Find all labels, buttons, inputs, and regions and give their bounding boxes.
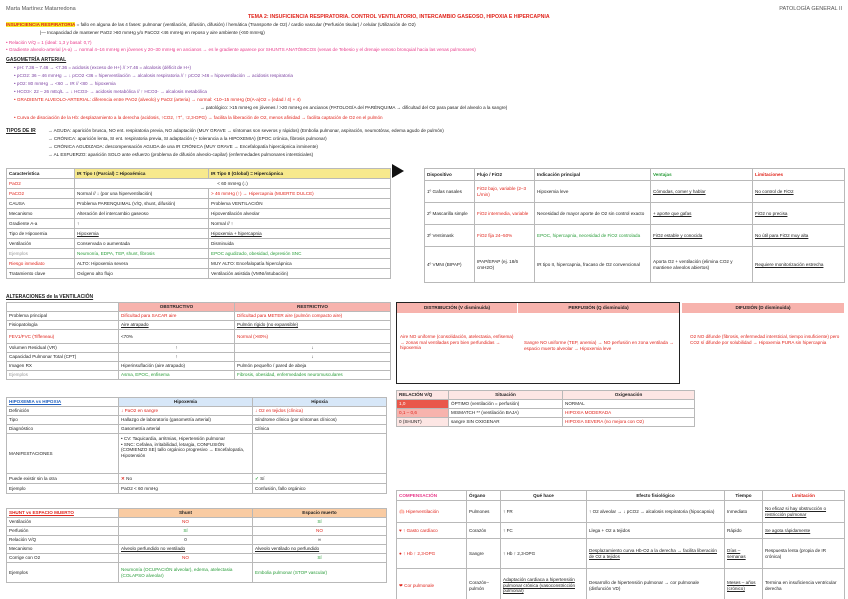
table-row: Ejemplos Neumonía, EDPA, TEP, shunt, fibrosis EPOC agudizado, obesidad, depresión SNC — [7, 249, 391, 259]
oxygen-device-table — [424, 168, 845, 283]
table-header: Shunt — [119, 509, 253, 518]
table-header: Ventajas — [651, 169, 753, 181]
table-header: Oxigenación — [563, 391, 695, 400]
table-header: Espacio muerto — [253, 509, 387, 518]
table-row: Tratamiento clave Oxígeno alto flujo Ventilación asistida (VMNI/intubación) — [7, 269, 391, 279]
gas-row: • Curva de disociación de la Hb: desplazamiento a la derecha (acidosis, ↑CO2, ↑T°, ↑2,3-DPG) → facilita la liberación de O2, menos afinidad → facilita captación de O2 en el pulmón — [14, 115, 383, 120]
table-row: Corrige con O2 NO SÍ — [7, 554, 387, 563]
table-row: Perfusión SÍ NO — [7, 527, 387, 536]
table-row: Riesgo inmediato ALTO: Hipoxemia severa MUY ALTO: Encefalopatía hipercápnica — [7, 259, 391, 269]
table-row: ● ↑ Hb ↑ 2,3-DPG Sangre ↑ Hb ↑ 2,3-DPG Desplazamiento curva Hb-O2 a la derecha → facilita liberación de O2 a tejidos Días – semanas Respuesta lenta (propia de IR crónica) — [397, 539, 845, 569]
table-row: 4º VMNI (BIPAP) IPAP/EPAP (ej. 18/6 cmH2O) IR tipo II, hipercapnia, fracaso de O2 convencional Aporta O2 + ventilación (elimina CO2 y mantiene alveolos abiertos) Requiere monitorización estrecha — [425, 247, 845, 283]
table-row: Definición ↓ PaO2 en sangre ↓ O2 en tejidos (clínica) — [7, 407, 387, 416]
table-row: MANIFESTACIONES • CV: Taquicardia, arritmias, Hipertensión pulmonar • SNC: Cefalea, irritabilidad, letargia, CONFUSIÓN (COMIENZO SE) tallo orgánico progresivo → Encefalopatía, Hipotensión — [7, 434, 387, 474]
definition-line2: |— Incapacidad de mantener PaO2 >60 mmHg y/o PaCO2 <46 mmHg en reposo y aire ambiente (<60 mmHg) — [40, 30, 265, 35]
bullet-vq: • Relación V/Q = 1 (ideal: 1,3 y basal: 0,7) — [6, 40, 92, 45]
table-row: Tipo de Hipoxemia Hipoxemia Hipoxemia + hipercapnia — [7, 229, 391, 239]
table-row: 0,1 – 0,6 MISMATCH ** (ventilación BAJA) HIPOXIA MODERADA — [397, 409, 695, 418]
table-row: Diagnóstico Gasometría arterial Clínica — [7, 425, 387, 434]
tipo-cronica: → CRÓNICA: aparición lenta, SI ent. respiratoria previa, SI adaptación (+ tolerancia a la HIPOXEMIA) (EPOC crónica, fibrosis pulmonar) — [48, 136, 327, 141]
table-header: SHUNT vs ESPACIO MUERTO — [7, 509, 119, 518]
author-name: Marta Martínez Matarredona — [6, 6, 76, 12]
table-row: Tipo Hallazgo de laboratorio (gasometría arterial) Síndrome clínico (por síntomas clínicos) — [7, 416, 387, 425]
table-row: 3º Ventimask FiO2 fija 24–50% EPOC, hipercapnia, necesidad de FiO2 controlada FiO2 estable y conocida No útil para FiO2 muy alta — [425, 225, 845, 247]
table-row: Ventilación Conservada o aumentada Disminuida — [7, 239, 391, 249]
table-row: Ejemplos Asma, EPOC, enfisema Fibrosis, obesidad, enfermedades neuromusculares — [7, 371, 391, 380]
tipo-esfuerzo: → AL ESFUERZO: aparición SOLO ante esfuerzo (problema de difusión alveolo-capilar) (enfermedades pulmonares intersticiales) — [48, 152, 314, 157]
vq-table — [396, 390, 695, 427]
table-row: Imagen RX Hiperinsuflación (aire atrapado) Pulmón pequeño / pared de abeja — [7, 362, 391, 371]
difusion-header: DIFUSIÓN (D disminuida) — [682, 303, 844, 313]
table-header: RELACIÓN V/Q — [397, 391, 449, 400]
table-header: Hipoxia — [253, 398, 387, 407]
compensation-table — [396, 490, 845, 599]
arrow-right-icon — [392, 164, 404, 178]
table-row: 1,0 ÓPTIMO (ventilación = perfusión) NORMAL — [397, 400, 695, 409]
table-row: Ejemplos Neumonía (OCUPACIÓN alveolar), edema, atelectasia (COLAPSO alveolar) Embolia pulmonar (STOP vascular) — [7, 563, 387, 583]
table-row: 2º Mascarilla simple FiO2 intermedia, variable Necesidad de mayor aporte de O2 sin control exacto + aporte que gafas FiO2 no precisa — [425, 203, 845, 225]
distribucion-header: DISTRIBUCIÓN (V disminuida) — [397, 303, 517, 313]
topic-title: TEMA 2: INSUFICIENCIA RESPIRATORIA. CONTROL VENTILATORIO, INTERCAMBIO GASEOSO, HIPOXIA E HIPERCAPNIA — [248, 14, 550, 20]
table-row: Ventilación NO SÍ — [7, 518, 387, 527]
table-header: IR Tipo II (Global) = Hipercápnica — [209, 169, 391, 179]
table-row: 0 (SHUNT) sangre SIN OXIGENAR HIPOXIA SEVERA (no mejora con O2) — [397, 418, 695, 427]
table-header: Órgano — [467, 491, 501, 501]
table-row: 1º Gafas nasales FiO2 bajo, variable (2–3 L/min) Hipoxemia leve Cómodas, comer y hablar No control de FiO2 — [425, 181, 845, 203]
table-header: OBSTRUCTIVO — [119, 303, 235, 312]
table-row: Puede existir sin la otra ✕ No ✓ Sí — [7, 474, 387, 484]
table-header: COMPENSACIÓN — [397, 491, 467, 501]
distribucion-text: Aire NO uniforme (consolidación, atelectasia, enfisema) → zonas mal ventiladas pero bien perfundidas → hipoxemia — [400, 334, 514, 351]
gas-row: • HCO3-: 22 – 26 mEq/L → ↓ HCO3- → acidosis metabólica // ↑ HCO3- → alcalosis metabólica — [14, 89, 207, 94]
tipo-aguda: → AGUDA: aparición brusca, NO ent. respiratoria previa, NO adaptación (MUY GRAVE → síntomas son severos y rápidos) (Embolia pulmonar, aspiración, neumotórax, edema agudo de pulmón) — [48, 128, 444, 133]
table-header: Indicación principal — [535, 169, 651, 181]
table-row: 🫁 Hiperventilación Pulmones ↑ FR ↑ O2 alveolar → ↓ pCO2 → alcalosis respiratoria (hipocapnia) Inmediato No eficaz si hay obstrucción o restricción pulmonar — [397, 501, 845, 523]
gas-row: → patológico: >15 mmHg en jóvenes / >20 mmHg en ancianos (PATOLOGÍA del PARÉNQUIMA → dificultad del O2 para pasar del alveolo a la sangre) — [200, 105, 508, 110]
table-row: Mecanismo Alveolo perfundido no ventilado Alveolo ventilado no perfundido — [7, 545, 387, 554]
gasometria-title: GASOMETRÍA ARTERIAL — [6, 57, 67, 63]
gas-row: • pH: 7.36 – 7.46 → <7.36 = acidosis (exceso de H+) // >7.46 = alcalosis (déficit de H+) — [14, 65, 192, 70]
table-row: Ejemplo PaO2 < 60 mmHg Confusión, fallo orgánico — [7, 484, 387, 494]
table-header: Efecto fisiológico — [587, 491, 725, 501]
perfusion-text: Sangre NO uniforme (TEP, anemia) → NO perfusión en zona ventilada → espacio muerto alveolar → Hipoxemia leve — [524, 340, 674, 351]
shunt-deadspace-table — [6, 508, 387, 583]
difusion-text: O2 NO difunde (fibrosis, enfermedad intersticial, tiempo insuficiente) pero CO2 sí difunde por solubilidad → Hipoxemia PURA sin hipercapnia — [690, 334, 840, 345]
ir-type-table — [6, 168, 391, 279]
gas-row: • GRADIENTE ALVEOLO-ARTERIAL: diferencia entre PAO2 (alveolo) y PaO2 (arteria) → normal: <10–15 mmHg (D(A-a)O2 = (edad / 4) + 4) — [14, 97, 301, 102]
manif-cv: • CV: Taquicardia, arritmias, Hipertensión pulmonar — [121, 436, 225, 441]
table-header: Tiempo — [725, 491, 763, 501]
table-header: Dispositivo — [425, 169, 475, 181]
blood-drop-icon: ● — [399, 550, 402, 556]
perfusion-header: PERFUSIÓN (Q disminuida) — [518, 303, 679, 313]
hypoxemia-hypoxia-table — [6, 397, 387, 494]
table-header: Limitación — [763, 491, 845, 501]
table-row: ❤ Cor pulmonale Corazón–pulmón Adaptación cardiaca a hipertensión pulmonar crónica (vasoconstricción pulmonar) Desarrollo de hipertensión pulmonar → cor pulmonale (disfunción VD) Meses – años (crónico) Termina en insuficiencia ventricular derecha — [397, 569, 845, 599]
gas-row: • pCO2: 36 – 46 mmHg → ↓ pCO2 <36 = hiperventilación → alcalosis respiratoria // ↑ pCO2 >46 = hipoventilación → acidosis respiratoria — [14, 73, 293, 78]
definition — [6, 22, 844, 28]
definition-lead: INSUFICIENCIA RESPIRATORIA — [6, 22, 76, 27]
gas-row: • pO2: 80 mmHg → <60 → IR // <80 → hipoxemia — [14, 81, 116, 86]
table-header: Flujo / FiO2 — [475, 169, 535, 181]
table-header: Situación — [449, 391, 563, 400]
ventilation-table — [6, 302, 391, 380]
tipo-cronica-agudizada: → CRÓNICA AGUDIZADA: descompensación AGUDA de una IR CRÓNICA (MUY GRAVE → Encefalopatía hipercápnica inminente) — [48, 144, 318, 149]
table-row: Mecanismo Alteración del intercambio gaseoso Hipoventilación alveolar — [7, 209, 391, 219]
definition-rest: = fallo en alguna de las 4 fases: pulmonar (ventilación, difusión, difusión) / hemática (Transporte de O2) / cardio vascular (Perfusión tisular) / celular (Utilización de O2) — [76, 22, 416, 27]
table-row: Gradiente A-a ↑ Normal // ↑ — [7, 219, 391, 229]
table-row: Volumen Residual (VR) ↑ ↓ — [7, 344, 391, 353]
tipos-title: TIPOS DE IR — [6, 128, 36, 134]
check-icon: ✓ — [255, 475, 259, 481]
bullet-gradient: • Gradiente alveolo-arterial (A-a) → normal 4–16 mmHg en jóvenes y 20–30 mmHg en ancianos → es le gradiente aparece por SHUNTS ANATÓMICOS (venas de Tebesio y el drenaje venoso bronquial hacia las venas pulmonares) — [6, 47, 476, 52]
table-header: HIPOXEMIA vs HIPOXIA — [7, 398, 119, 407]
table-header: Limitaciones — [753, 169, 845, 181]
table-row: ♥ ↑ Gasto cardíaco Corazón ↑ FC Llega + O2 a tejidos Rápido Se agota rápidamente — [397, 523, 845, 539]
course-title: PATOLOGÍA GENERAL II — [779, 6, 842, 12]
table-header: Característica — [7, 169, 75, 179]
heart-lung-icon: ❤ — [399, 582, 403, 588]
table-header: Qué hace — [501, 491, 587, 501]
alteraciones-title: ALTERACIONES de la VENTILACIÓN — [6, 294, 94, 300]
table-row: FEV1/FVC (Tiffeneau) <70% Normal (>80%) — [7, 330, 391, 344]
manif-snc: • SNC: Cefalea, irritabilidad, letargia, CONFUSIÓN (COMIENZO SE) tallo orgánico progresivo → Encefalopatía, Hipotensión — [121, 441, 245, 459]
table-header: RESTRICTIVO — [235, 303, 391, 312]
table-row: Problema principal Dificultad para SACAR aire Dificultad para METER aire (pulmón compacto aire) — [7, 312, 391, 321]
table-row: PaCO2 Normal // ↓ (por una hiperventilación) > 46 mmHg (↑) → Hipercapnia (MUERTE DULCE) — [7, 189, 391, 199]
table-row: CAUSA Problema PARENQUIMAL (V/Q, shunt, difusión) Problema VENTILACIÓN — [7, 199, 391, 209]
heart-icon: ♥ — [399, 527, 402, 533]
table-header: IR Tipo I (Parcial) = Hipoxémica — [75, 169, 209, 179]
table-header: Hipoxemia — [119, 398, 253, 407]
table-row: Relación V/Q 0 ∞ — [7, 536, 387, 545]
cross-icon: ✕ — [121, 475, 125, 481]
table-row: Fisiopatología Aire atrapado Pulmón rígido (no expansible) — [7, 321, 391, 330]
table-row: PaO2 < 60 mmHg (↓) — [7, 179, 391, 189]
lungs-icon: 🫁 — [399, 508, 405, 514]
table-header — [7, 303, 119, 312]
table-row: Capacidad Pulmonar Total (CPT) ↑ ↓ — [7, 353, 391, 362]
